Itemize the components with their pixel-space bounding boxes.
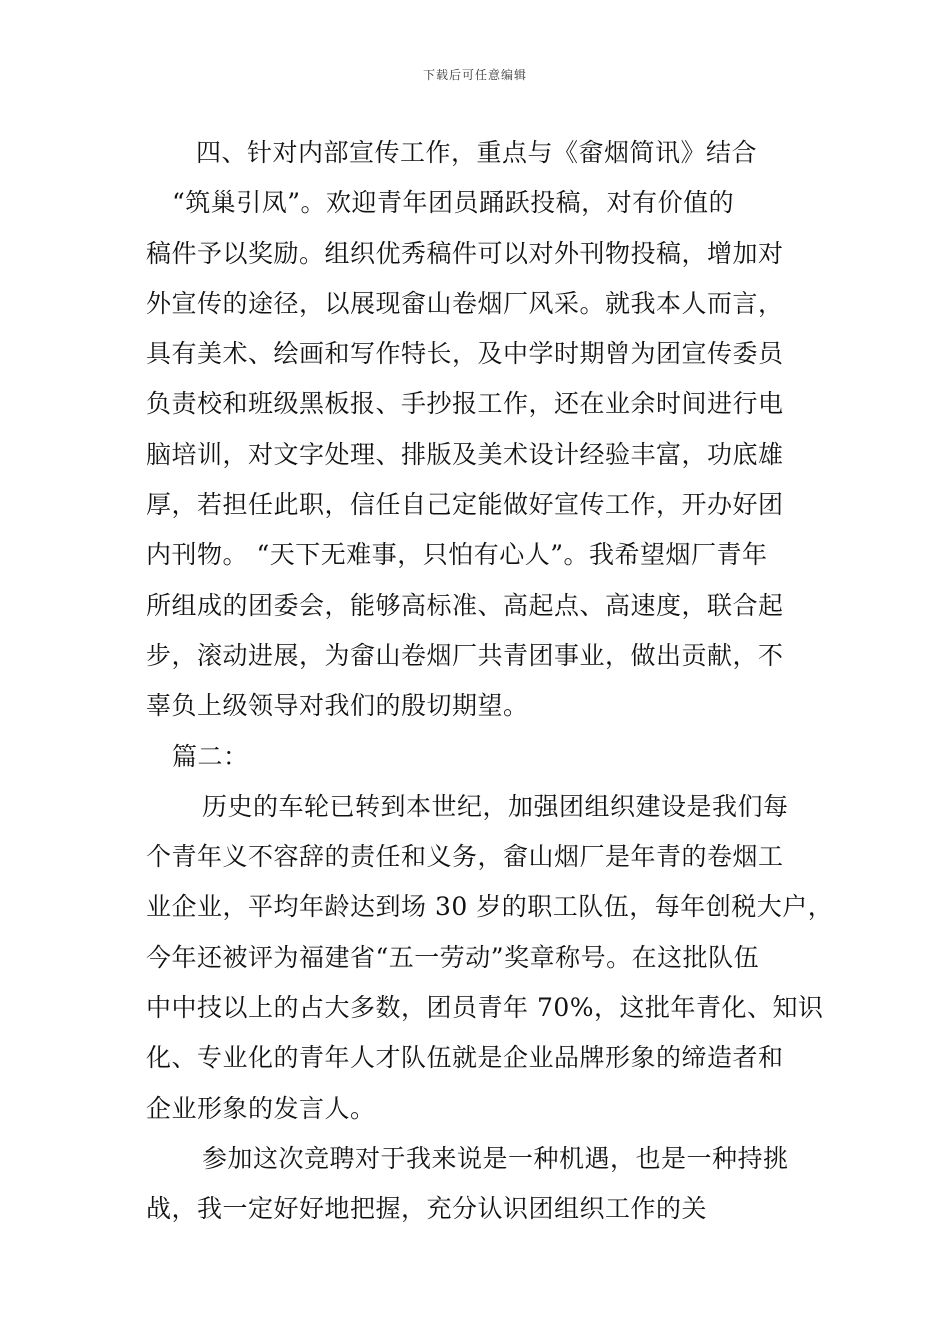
paragraph-line: 辜负上级领导对我们的殷切期望。 [146,691,529,721]
paragraph-line: 历史的车轮已转到本世纪，加强团组织建设是我们每 [202,791,789,821]
paragraph-line: 中中技以上的占大多数，团员青年 70%，这批年青化、知识 [146,993,824,1023]
paragraph-line: 负责校和班级黑板报、手抄报工作，还在业余时间进行电 [146,389,784,419]
paragraph-line: 个青年义不容辞的责任和义务，畲山烟厂是年青的卷烟工 [146,842,784,872]
paragraph-line: “筑巢引凤”。欢迎青年团员踊跃投稿，对有价值的 [172,188,735,218]
paragraph-line: 今年还被评为福建省“五一劳动”奖章称号。在这批队伍 [146,942,760,972]
paragraph-line: 企业形象的发言人。 [146,1093,376,1123]
paragraph-line: 步，滚动进展，为畲山卷烟厂共青团事业，做出贡献，不 [146,640,784,670]
page-header: 下载后可任意编辑 [422,68,527,82]
paragraph-line: 外宣传的途径，以展现畲山卷烟厂风采。就我本人而言， [146,288,784,318]
document-body [146,128,834,1235]
paragraph-line: 化、专业化的青年人才队伍就是企业品牌形象的缔造者和 [146,1043,784,1073]
paragraph-line: 参加这次竞聘对于我来说是一种机遇，也是一种持挑 [202,1143,789,1173]
paragraph-line: 四、针对内部宣传工作，重点与《畲烟简讯》结合 [196,138,758,167]
paragraph-line: 脑培训，对文字处理、排版及美术设计经验丰富，功底雄 [146,439,784,469]
paragraph-line: 战，我一定好好地把握，充分认识团组织工作的关 [146,1194,708,1224]
paragraph-line: 稿件予以奖励。组织优秀稿件可以对外刊物投稿，增加对 [146,238,784,268]
paragraph-line: 具有美术、绘画和写作特长，及中学时期曾为团宣传委员 [146,339,784,369]
paragraph-line: 所组成的团委会，能够高标准、高起点、高速度，联合起 [146,590,784,620]
paragraph-line: 厚，若担任此职，信任自己定能做好宣传工作，开办好团 [146,490,784,520]
paragraph-line: 内刊物。 “天下无难事，只怕有心人”。我希望烟厂青年 [146,540,768,570]
section-heading: 篇二： [172,741,249,771]
paragraph-line: 业企业，平均年龄达到场 30 岁的职工队伍，每年创税大户， [146,892,834,922]
